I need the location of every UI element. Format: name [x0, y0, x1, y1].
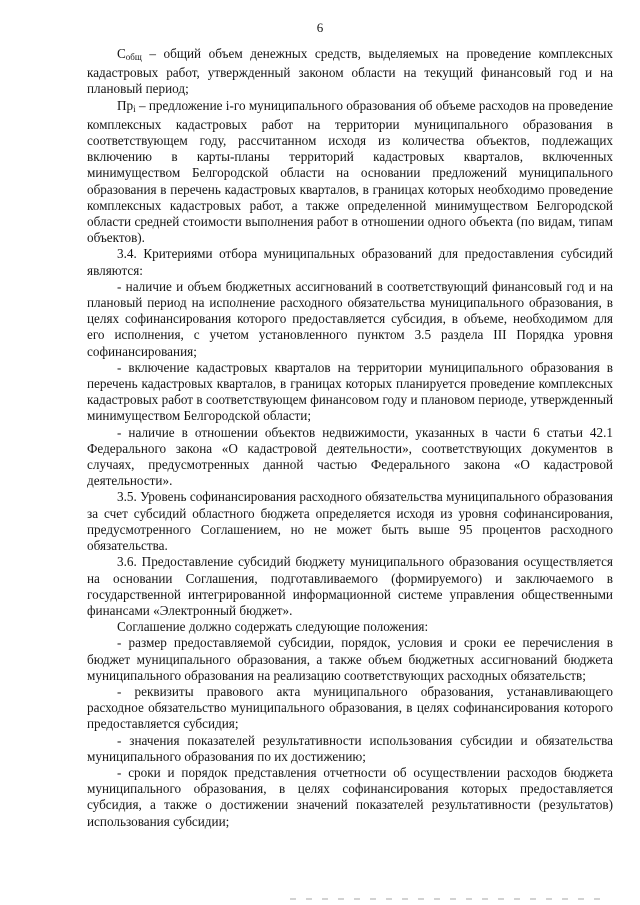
- p-i-symbol: Пр: [117, 97, 134, 113]
- p-i-subscript: i: [133, 103, 136, 114]
- c-total-definition: [87, 46, 613, 98]
- page-number: 6: [316, 20, 324, 35]
- criterion-documents: - наличие в отношении объектов недвижимости, указанных в части 6 статьи 42.1 Федерального закона «О кадастровой деятельности», соответствующих документов в случаях, предусмотренных данной частью Федерального закона «О кадастровой деятельности».: [87, 424, 613, 489]
- criterion-quarters: - включение кадастровых кварталов на территории муниципального образования в перечень кадастровых кварталов, в границах которых планируется проведение комплексных кадастровых работ в соответствующем финансовом году и плановом периоде, утвержденный минимуществом Белгородской области;: [87, 359, 613, 424]
- c-total-subscript: общ: [125, 52, 142, 62]
- paragraph-3-5: 3.5. Уровень софинансирования расходного обязательства муниципального образования за счет субсидий областного бюджета определяется исходя из уровня софинансирования, предусмотренного Соглашением, но не может быть выше 95 процентов расходного обязательства.: [87, 489, 613, 554]
- paragraph-3-6: 3.6. Предоставление субсидий бюджету муниципального образования осуществляется на основании Соглашения, подготавливаемого (формируемого) и заключаемого в государственной интегрированной информационной системе управления общественными финансами «Электронный бюджет».: [87, 554, 613, 618]
- document-body: [87, 46, 613, 830]
- c-total-text: – общий объем денежных средств, выделяемых на проведение комплексных кадастровых работ, утвержденный законом области на текущий финансовый год и на плановый период;: [87, 46, 613, 97]
- agreement-intro: Соглашение должно содержать следующие положения:: [117, 619, 429, 635]
- agreement-item-requisites: - реквизиты правового акта муниципального образования, устанавливающего расходное обязательство муниципального образования, в целях софинансирования которого предоставляется субсидия;: [87, 683, 613, 732]
- criterion-budget: - наличие и объем бюджетных ассигнований в соответствующий финансовый год и на плановый период на исполнение расходного обязательства муниципального образования, в целях софинансирования которого предоставляется субсидия, в объеме, необходимом для его исполнения, с учетом установленного пунктом 3.5 раздела III Порядка уровня софинансирования;: [87, 278, 613, 359]
- c-total-symbol: C: [117, 46, 126, 61]
- agreement-item-indicators: - значения показателей результативности использования субсидии и обязательства муниципального образования по их достижению;: [87, 732, 613, 764]
- agreement-item-size: - размер предоставляемой субсидии, порядок, условия и сроки ее перечисления в бюджет муниципального образования, а также объем бюджетных ассигнований бюджета муниципального образования на реализацию соответствующих расходных обязательств;: [87, 635, 613, 683]
- scan-edge-marks: [290, 898, 610, 900]
- agreement-item-reporting: - сроки и порядок представления отчетности об осуществлении расходов бюджета муниципального образования, в целях софинансирования которых предоставляется субсидия, а также о достижении значений показателей результативности (результатов) использования субсидии;: [87, 764, 613, 829]
- p-i-definition: [87, 98, 613, 247]
- paragraph-3-4: 3.4. Критериями отбора муниципальных образований для предоставления субсидий являются:: [87, 246, 613, 278]
- p-i-text: – предложение i-го муниципального образования об объеме расходов на проведение комплексных кадастровых работ на территории муниципального образования в соответствующем году, рассчитанном исходя из количества объектов, подлежащих включению в карты-планы территорий кадастровых кварталов, включенных минимуществом Белгородской области на основании предложений муниципального образования в перечень кадастровых кварталов, в границах которых необходимо проведение комплексных кадастровых работ, а также определенной минимуществом Белгородской области средней стоимости выполнения работ в отношении одного объекта (по видам, типам объектов).: [87, 97, 613, 246]
